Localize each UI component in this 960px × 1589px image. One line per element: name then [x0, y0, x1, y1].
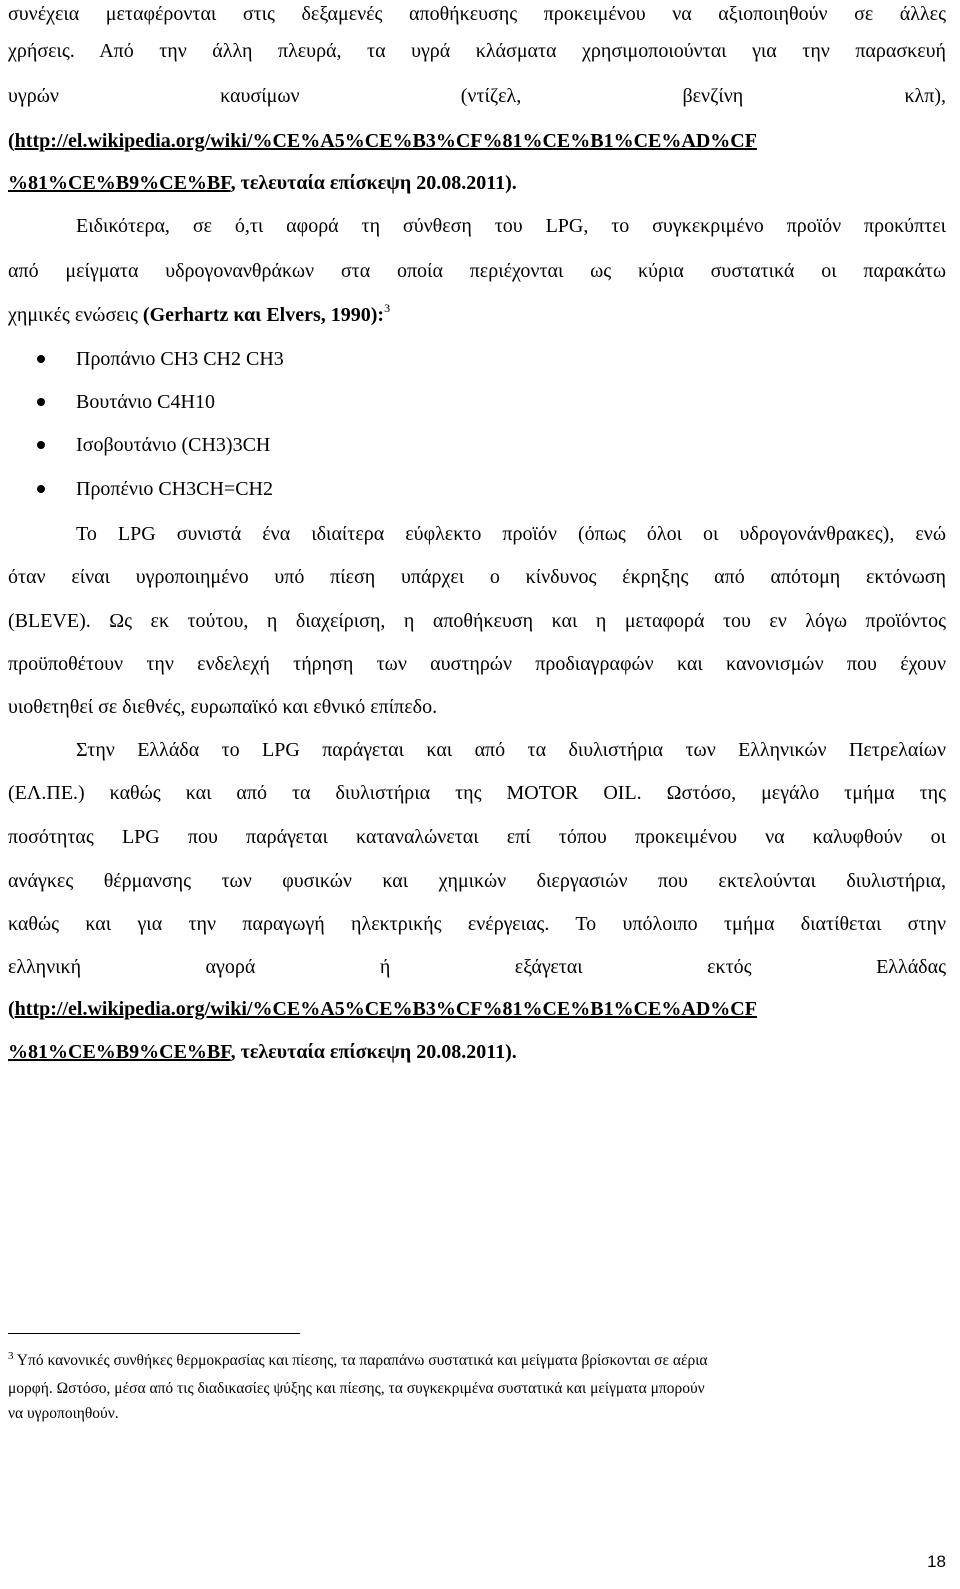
- para2-line2: από μείγματα υδρογονανθράκων στα οποία περιέχονται ως κύρια συστατικά οι παρακάτω: [8, 260, 946, 282]
- page-number: 18: [927, 1552, 946, 1571]
- para4-line4: ανάγκες θέρμανσης των φυσικών και χημικών διεργασιών που εκτελούνται διυλιστήρια,: [8, 870, 946, 892]
- bullet-icon: [37, 398, 45, 406]
- footnote-line3: να υγροποιηθούν.: [8, 1405, 119, 1422]
- wikipedia-link-2b[interactable]: %81%CE%B9%CE%BF: [8, 1041, 231, 1063]
- para2-line1: Ειδικότερα, σε ό,τι αφορά τη σύνθεση του LPG, το συγκεκριμένο προϊόν προκύπτει: [76, 215, 946, 237]
- para4-line7: (http://el.wikipedia.org/wiki/%CE%A5%CE%B3%CF%81%CE%B1%CE%AD%CF: [8, 998, 757, 1020]
- para3-line4: προϋποθέτουν την ενδελεχή τήρηση των αυστηρών προδιαγραφών και κανονισμών που έχουν: [8, 653, 946, 675]
- wikipedia-link-1b[interactable]: %81%CE%B9%CE%BF: [8, 172, 231, 194]
- bullet-icon: [37, 355, 45, 363]
- para3-line5: υιοθετηθεί σε διεθνές, ευρωπαϊκό και εθνικό επίπεδο.: [8, 696, 438, 718]
- para1-line3: υγρών καυσίμων (ντίζελ, βενζίνη κλπ),: [8, 85, 946, 107]
- wikipedia-link-2a[interactable]: http://el.wikipedia.org/wiki/%CE%A5%CE%B3%CF%81%CE%B1%CE%AD%CF: [14, 998, 757, 1020]
- footnote-number: 3: [8, 1350, 14, 1362]
- para1-line5: %81%CE%B9%CE%BF, τελευταία επίσκεψη 20.08.2011).: [8, 172, 517, 194]
- wikipedia-link-1a[interactable]: http://el.wikipedia.org/wiki/%CE%A5%CE%B3%CF%81%CE%B1%CE%AD%CF: [14, 130, 757, 152]
- footnote-ref: 3: [384, 301, 391, 315]
- para1-line1: συνέχεια μεταφέρονται στις δεξαμενές αποθήκευσης προκειμένου να αξιοποιηθούν σε άλλες: [8, 3, 946, 25]
- para3-line2: όταν είναι υγροποιημένο υπό πίεση υπάρχει ο κίνδυνος έκρηξης από απότομη εκτόνωση: [8, 566, 946, 588]
- para4-line5: καθώς και για την παραγωγή ηλεκτρικής ενέργειας. Το υπόλοιπο τμήμα διατίθεται στην: [8, 913, 946, 935]
- para3-line1: Το LPG συνιστά ένα ιδιαίτερα εύφλεκτο προϊόν (όπως όλοι οι υδρογονάνθρακες), ενώ: [76, 523, 946, 545]
- para2-line3: χημικές ενώσεις (Gerhartz και Elvers, 1990):$^3$: [8, 301, 391, 326]
- para4-line2: (ΕΛ.ΠΕ.) καθώς και από τα διυλιστήρια της MOTOR OIL. Ωστόσο, μεγάλο τμήμα της: [8, 782, 946, 804]
- footnote-separator: [8, 1333, 300, 1334]
- para4-line6: ελληνική αγορά ή εξάγεται εκτός Ελλάδας: [8, 956, 946, 978]
- para4-line3: ποσότητας LPG που παράγεται καταναλώνεται επί τόπου προκειμένου να καλυφθούν οι: [8, 826, 946, 848]
- citation: (Gerhartz και Elvers, 1990): [142, 304, 378, 326]
- para1-line4: (http://el.wikipedia.org/wiki/%CE%A5%CE%B3%CF%81%CE%B1%CE%AD%CF: [8, 130, 757, 152]
- footnote-line2: μορφή. Ωστόσο, μέσα από τις διαδικασίες ψύξης και πίεσης, τα συγκεκριμένα συστατικά και μείγματα μπορούν: [8, 1380, 705, 1397]
- para1-line2: χρήσεις. Από την άλλη πλευρά, τα υγρά κλάσματα χρησιμοποιούνται για την παρασκευή: [8, 40, 946, 62]
- footnote-line1: $^3$ Υπό κανονικές συνθήκες θερμοκρασίας και πίεσης, τα παραπάνω συστατικά και μείγματα βρίσκονται σε αέρια: [8, 1350, 708, 1369]
- bullet-icon: [37, 441, 45, 449]
- para3-line3: (BLEVE). Ως εκ τούτου, η διαχείριση, η αποθήκευση και η μεταφορά του εν λόγω προϊόντος: [8, 610, 946, 632]
- bullet-icon: [37, 485, 45, 493]
- para4-line8: %81%CE%B9%CE%BF, τελευταία επίσκεψη 20.08.2011).: [8, 1041, 517, 1063]
- para4-line1: Στην Ελλάδα το LPG παράγεται και από τα διυλιστήρια των Ελληνικών Πετρελαίων: [76, 739, 946, 761]
